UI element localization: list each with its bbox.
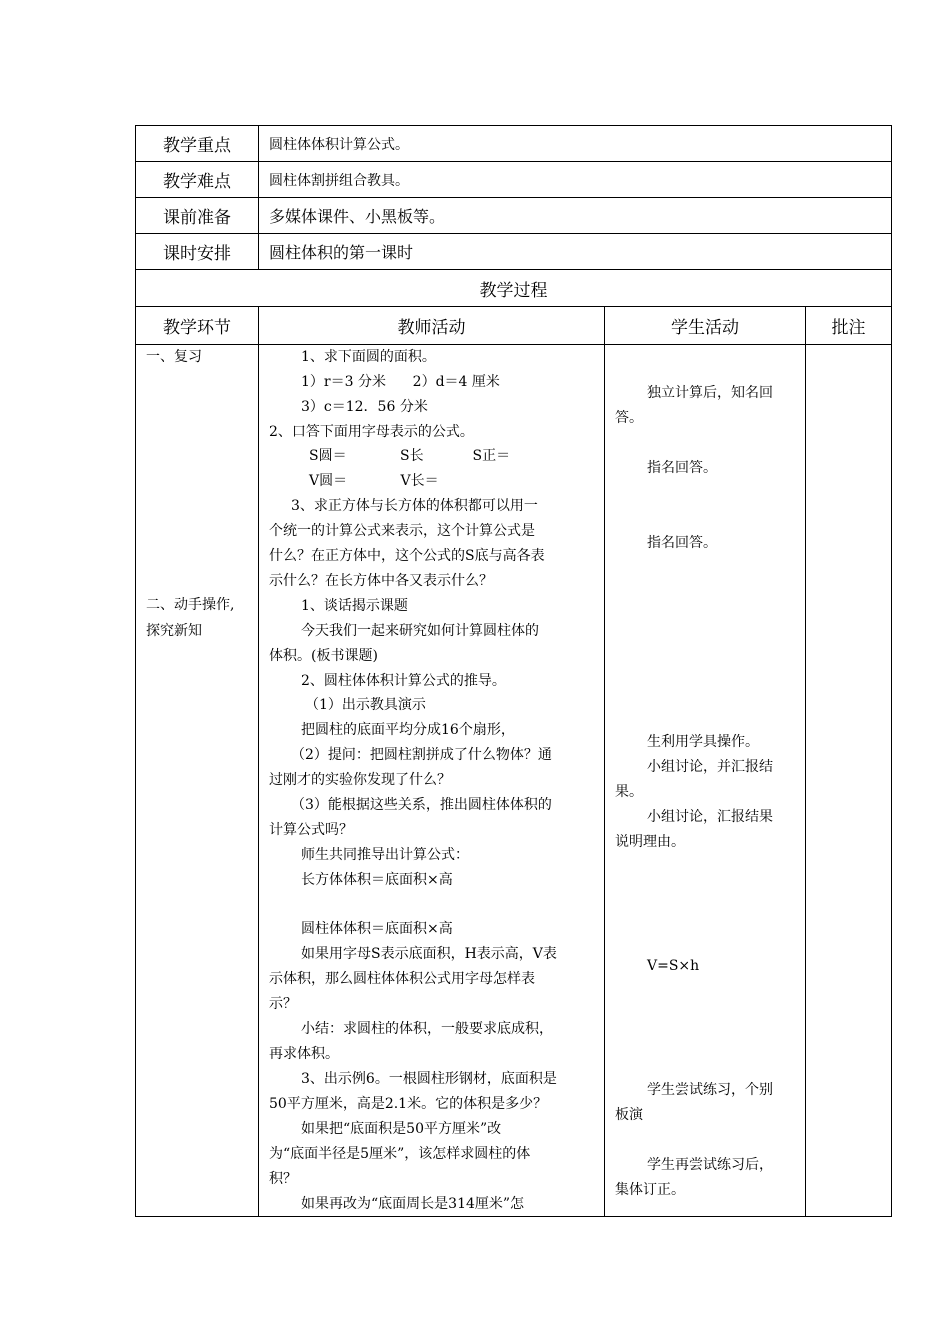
teacher-line: 3、求正方体与长方体的体积都可以用一 [291,498,538,514]
stage-label: 一、复习 [146,349,202,365]
teacher-line: 个统一的计算公式来表示，这个计算公式是 [269,523,535,539]
student-line: 指名回答。 [647,460,717,476]
teacher-line: S圆＝ S长 S正＝ [309,448,511,464]
stage-cell [136,345,259,1217]
teacher-line: 3）c＝12．56 分米 [301,399,428,415]
teacher-line: 示？ [269,996,297,1012]
student-line: 果。 [615,784,643,800]
notes-cell [806,345,892,1217]
teacher-line: 圆柱体体积＝底面积×高 [301,921,453,937]
info-row-schedule [136,234,892,270]
teacher-line: V圆＝ V长＝ [309,473,439,489]
student-activity-cell [605,345,806,1217]
teacher-line: 1）r＝3 分米 2）d＝4 厘米 [301,374,500,390]
teacher-line: 长方体体积＝底面积×高 [301,872,453,888]
process-body-row [136,345,892,1217]
process-title: 教学过程 [136,270,892,307]
column-header-teacher: 教师活动 [259,307,605,345]
teacher-line: 1、求下面圆的面积。 [301,349,436,365]
student-line: 板演 [615,1107,643,1123]
row-value: 圆柱体割拼组合教具。 [259,162,892,198]
teacher-line: 计算公式吗？ [269,822,353,838]
stage-label: 二、动手操作, [146,597,235,613]
teacher-line: 过刚才的实验你发现了什么？ [269,772,451,788]
student-line: 学生再尝试练习后， [647,1157,773,1173]
lesson-plan-table [135,125,892,1217]
student-line: 小组讨论，并汇报结 [647,759,773,775]
teacher-line: 如果再改为“底面周长是314厘米”怎 [301,1196,525,1212]
teacher-line: 如果用字母S表示底面积，H表示高，V表 [301,946,557,962]
teacher-line: 50平方厘米，高是2.1米。它的体积是多少？ [269,1096,548,1112]
teacher-line: 3、出示例6。一根圆柱形钢材，底面积是 [301,1071,557,1087]
student-line: V=S×h [647,958,700,974]
teacher-line: 体积。(板书课题) [269,648,378,664]
column-header-notes: 批注 [806,307,892,345]
teacher-line: 什么？在正方体中，这个公式的S底与高各表 [269,548,545,564]
student-line: 集体订正。 [615,1182,685,1198]
teacher-line: 示什么？在长方体中各又表示什么？ [269,573,493,589]
column-header-stage: 教学环节 [136,307,259,345]
teacher-line: 再求体积。 [269,1046,339,1062]
row-value: 多媒体课件、小黑板等。 [259,198,892,234]
student-line: 指名回答。 [647,535,717,551]
info-row-focus [136,126,892,162]
process-title-row [136,270,892,307]
student-line: 学生尝试练习，个别 [647,1082,773,1098]
teacher-line: 把圆柱的底面平均分成16个扇形， [301,722,515,738]
teacher-line: 小结：求圆柱的体积，一般要求底成积， [301,1021,553,1037]
row-label: 课前准备 [136,198,259,234]
teacher-line: 2、口答下面用字母表示的公式。 [269,424,474,440]
student-line: 小组讨论，汇报结果 [647,809,773,825]
teacher-line: 1、谈话揭示课题 [301,598,408,614]
info-row-preparation [136,198,892,234]
teacher-line: 为“底面半径是5厘米”，该怎样求圆柱的体 [269,1146,531,1162]
info-row-difficulty [136,162,892,198]
row-label: 课时安排 [136,234,259,270]
teacher-line: 2、圆柱体体积计算公式的推导。 [301,673,506,689]
row-label: 教学重点 [136,126,259,162]
stage-label: 探究新知 [146,623,202,639]
teacher-line: 示体积，那么圆柱体体积公式用字母怎样表 [269,971,535,987]
teacher-line: （2）提问：把圆柱割拼成了什么物体？通 [291,747,552,763]
column-header-student: 学生活动 [605,307,806,345]
row-label: 教学难点 [136,162,259,198]
row-value: 圆柱体体积计算公式。 [259,126,892,162]
student-line: 独立计算后，知名回 [647,385,773,401]
student-line: 说明理由。 [615,834,685,850]
student-line: 生利用学具操作。 [647,734,759,750]
teacher-line: 今天我们一起来研究如何计算圆柱体的 [301,623,539,639]
row-value: 圆柱体积的第一课时 [259,234,892,270]
teacher-line: 积？ [269,1171,297,1187]
column-header-row [136,307,892,345]
teacher-line: （1）出示教具演示 [305,697,426,713]
student-line: 答。 [615,410,643,426]
teacher-line: （3）能根据这些关系，推出圆柱体体积的 [291,797,552,813]
teacher-line: 如果把“底面积是50平方厘米”改 [301,1121,502,1137]
teacher-activity-cell [259,345,605,1217]
teacher-line: 师生共同推导出计算公式： [301,847,469,863]
